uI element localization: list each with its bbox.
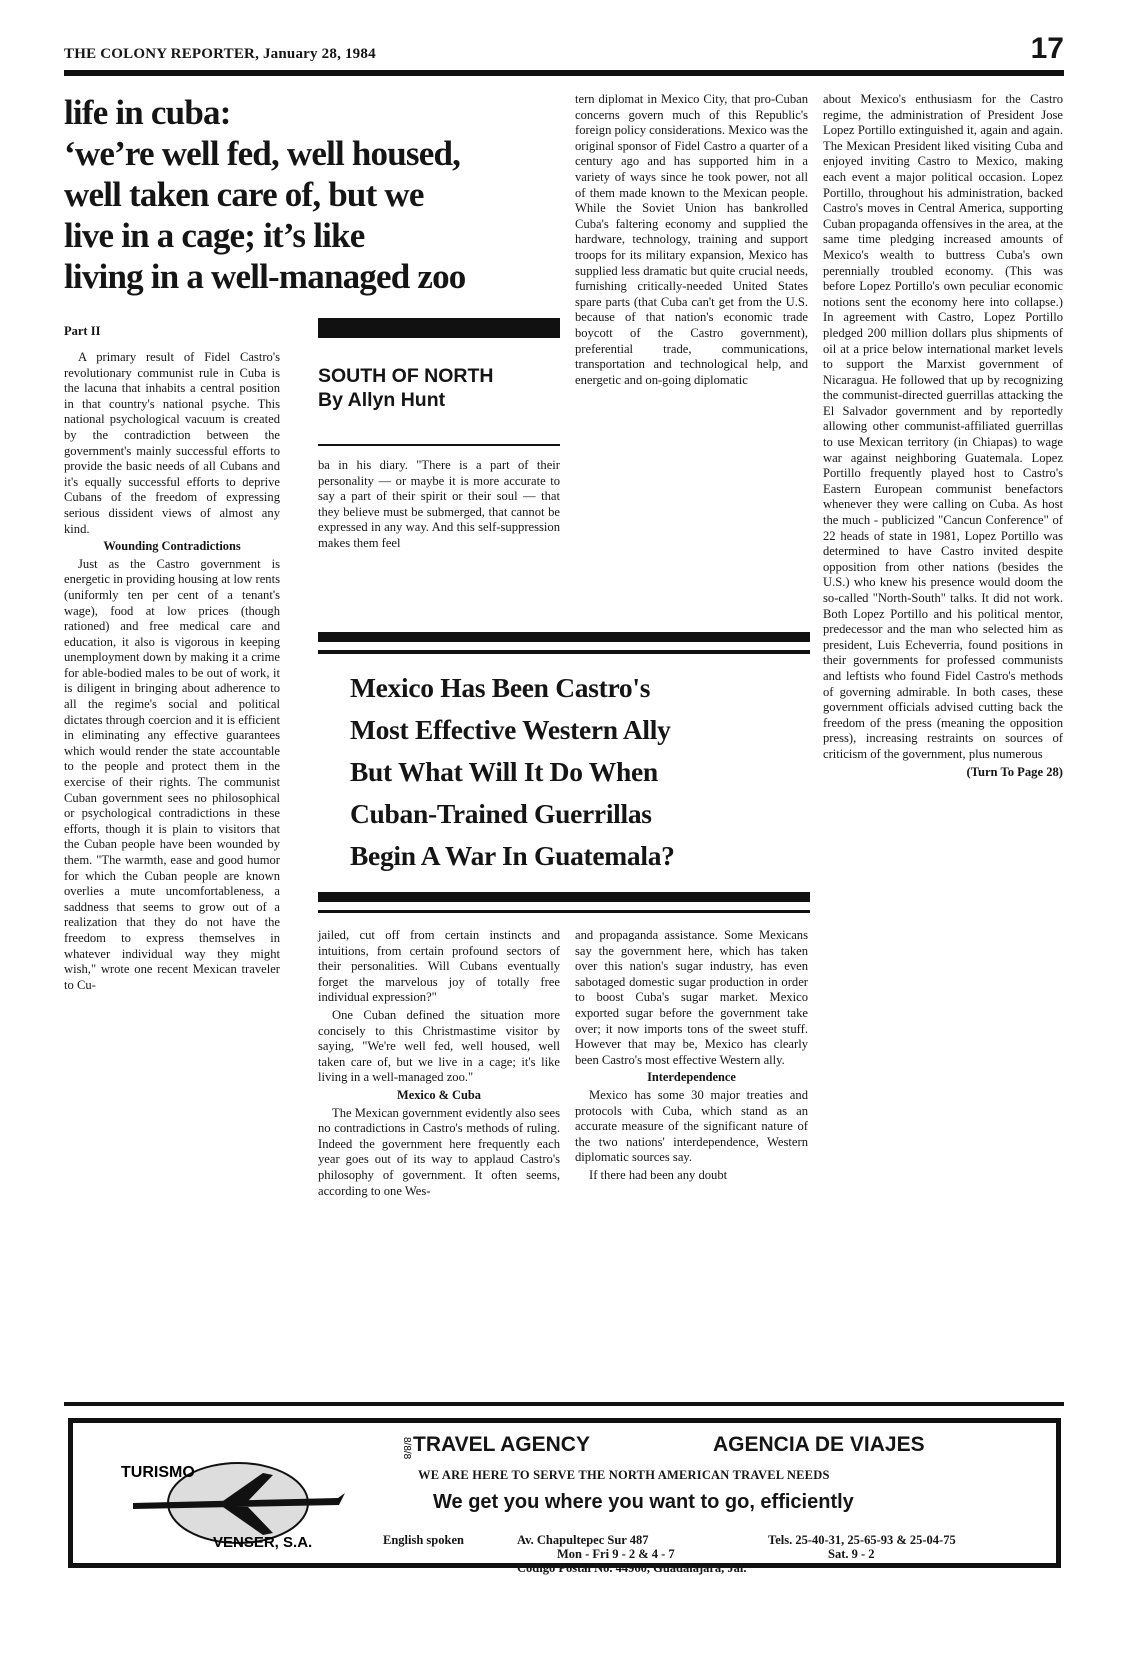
ad-slogan: We get you where you want to go, efficiently [433, 1491, 854, 1513]
main-headline [64, 92, 484, 297]
masthead-rule [64, 70, 1064, 76]
article-paragraph: jailed, cut off from certain instincts and intuitions, from certain profound sectors of their personalities. Will Cubans eventually forget the marvelous joy of totally free individual expression?" [318, 928, 560, 1005]
article-paragraph: and propaganda assistance. Some Mexicans say the government here, which has taken over this nation's sugar industry, has even sabotaged domestic sugar production in order to boost Cuba's sugar market. Mexico exported sugar before the government take over; it now imports tons of the sweet stuff. However that may be, Mexico has clearly been Castro's most effective Western ally. [575, 928, 808, 1067]
big-headline-line: Begin A War In Guatemala? [350, 840, 675, 871]
logo-text-top: TURISMO [121, 1464, 195, 1481]
ad-title-spanish: AGENCIA DE VIAJES [713, 1433, 925, 1456]
column-2-top [318, 458, 560, 618]
ad-postal: Codigo Postal No. 44960, Guadalajara, Jal. [517, 1561, 747, 1575]
article-paragraph: tern diplomat in Mexico City, that pro-Cuban concerns govern much of this Republic's foreign policy considerations. Mexico was the original sponsor of Fidel Castro a quarter of a century ago and has supported him in a variety of ways since he took power, not all of them made known to the Mexican people. While the Soviet Union has bankrolled Cuba's faltering economy and supplied the hardware, technology, training and support troops for its military expansion, Mexico has supplied less dramatic but quite crucial needs, furnishing critically-needed United States spare parts (that Cuba can't get from the U.S. because of that nation's economic trade boycott of the Castro government), preferential trade, communications, transportation and technological help, and energetic and on-going diplomatic [575, 92, 808, 387]
article-paragraph: A primary result of Fidel Castro's revolutionary communist rule in Cuba is the lacuna that inhabits a central position in that country's national psyche. This national psychological vacuum is created by the contradiction between the government's mainly successful efforts to provide the basic needs of all Cubans and it's equally successful efforts to deprive Cubans of the freedom of expressing serious dissident views of almost any kind. [64, 350, 280, 536]
ad-street: Av. Chapultepec Sur 487 [517, 1533, 649, 1547]
headline-line: ‘we’re well fed, well housed, [64, 134, 461, 173]
article-paragraph: ba in his diary. "There is a part of their personality — or maybe it is more accurate to say a part of their spirit or their soul — that they believe must be submerged, that cannot be expressed in any way. And this self-suppression makes them feel [318, 458, 560, 550]
big-headline-top-bar [318, 632, 810, 642]
ad-side-glyphs [395, 1437, 412, 1517]
big-headline-line: Cuban-Trained Guerrillas [350, 798, 652, 829]
article-paragraph: about Mexico's enthusiasm for the Castro regime, the administration of President Jose Lopez Portillo extinguished it, again and again. The Mexican President liked visiting Cuba and enjoyed inviting Castro to Mexico, making each event a major political occasion. Lopez Portillo, throughout his administration, backed Castro's moves in Central America, supporting Cuban propaganda offensives in the area, at the same time pledging increased amounts of Mexico's wealth to buttress Cuba's own perennially troubled economy. (This was before Lopez Portillo's own peculiar economic notions sent the economy here into collapse.) In agreement with Castro, Lopez Portillo pledged 200 million dollars plus shipments of oil at a price below international market levels to support the Marxist government of Nicaragua. He followed that up by recognizing the communist-directed guerrillas attacking the El Salvador government and by reportedly allowing other communist-affiliated guerrillas to use Mexican territory (in Chiapas) to wage war against neighboring Guatemala. Lopez Portillo frequently played host to Castro's Eastern European communist benefactors whenever they were calling on Cuba. As host the much - publicized "Cancun Conference" of 22 heads of state in 1981, Lopez Portillo was determined to have Castro invited despite opposition from other nations (besides the U.S.) who knew his presence would doom the so-called "North-South" talks. It did not work. Both Lopez Portillo and his political mentor, predecessor and the man who selected him as president, Luis Echeverria, found positions in their governments for professed communists and leftists who found Fidel Castro's methods of governing admirable. In both cases, these government officials advised cutting back the freedom of the press (meaning the opposition press), increasing restraints on sources of criticism of the government, plus numerous [823, 92, 1063, 761]
travel-agency-ad [68, 1418, 1061, 1575]
headline-line: life in cuba: [64, 93, 231, 132]
column-head-bar [318, 318, 560, 338]
subhead-wounding: Wounding Contradictions [103, 539, 241, 554]
ad-top-rule [64, 1402, 1064, 1406]
subhead-interdependence: Interdependence [647, 1070, 736, 1085]
article-paragraph: Just as the Castro government is energetic in providing housing at low rents (uniformly ten per cent of a tenant's wage), food at low prices (though rationed) and free medical care and education, it also is vigorous in keeping unemployment down by making it a crime for able-bodied males to be out of work, it is diligent in bringing about adherence to all the regime's social and political dictates through coercion and it is efficient in eliminating any effective guarantees which would render the state accountable to the people and protect them in the exercise of their rights. The communist Cuban government sees no philosophical or psychological contradictions in these efforts, though it is plain to visitors that the Cuban people have been wounded by them. "The warmth, ease and good humor for which the Cuban people are known overlies a mute uncomfortableness, a saddness that seems to grow out of a realization that they do not have the freedom to express themselves in whatever individual way they might wish," wrote one recent Mexican traveler to Cu- [64, 556, 280, 992]
big-headline-bottom-rule [318, 910, 810, 913]
big-headline-bottom-bar [318, 892, 810, 902]
masthead [64, 32, 1064, 70]
headline-line: well taken care of, but we [64, 175, 424, 214]
turismo-venser-logo [113, 1453, 363, 1553]
ad-telephones [768, 1533, 956, 1561]
ad-address [517, 1533, 747, 1575]
column-1 [64, 350, 280, 1390]
column-head [318, 364, 560, 412]
column-byline: By Allyn Hunt [318, 389, 446, 411]
big-headline [350, 667, 790, 877]
headline-line: live in a cage; it’s like [64, 216, 365, 255]
logo-text-bottom: VENSER, S.A. [213, 1534, 313, 1551]
headline-line: living in a well-managed zoo [64, 257, 466, 296]
ad-title-english: TRAVEL AGENCY [413, 1433, 590, 1456]
big-headline-line: But What Will It Do When [350, 756, 658, 787]
ad-serve-line: WE ARE HERE TO SERVE THE NORTH AMERICAN TRAVEL NEEDS [418, 1468, 830, 1482]
ad-side-text [395, 1437, 412, 1517]
article-paragraph: If there had been any doubt [589, 1167, 728, 1182]
ad-english-spoken: English spoken [383, 1533, 464, 1547]
part-label: Part II [64, 324, 101, 338]
column-3-top [575, 92, 808, 622]
continued-jump: (Turn To Page 28) [966, 764, 1063, 779]
article-paragraph: One Cuban defined the situation more concisely to this Christmastime visitor by saying, "We're well fed, well housed, well taken care of, but we live in a cage; it's like living in a well-managed zoo." [318, 1007, 560, 1085]
big-headline-line: Mexico Has Been Castro's [350, 672, 651, 703]
ad-side-label: 8/8/8 [401, 1437, 412, 1460]
column-3-bottom [575, 928, 808, 1398]
column-title: SOUTH OF NORTH [318, 365, 494, 387]
ad-hours: Mon - Fri 9 - 2 & 4 - 7 [557, 1547, 675, 1561]
column-4 [823, 92, 1063, 1392]
big-headline-line: Most Effective Western Ally [350, 714, 671, 745]
ad-saturday: Sat. 9 - 2 [828, 1547, 875, 1561]
article-paragraph: Mexico has some 30 major treaties and protocols with Cuba, which stand as an accurate measure of the significant nature of the two nations' interdependence, Western diplomatic sources say. [575, 1087, 808, 1165]
big-headline-top-rule [318, 650, 810, 654]
masthead-publication: THE COLONY REPORTER, January 28, 1984 [64, 46, 376, 62]
ad-tels: Tels. 25-40-31, 25-65-93 & 25-04-75 [768, 1533, 956, 1547]
subhead-mexico-cuba: Mexico & Cuba [397, 1087, 481, 1102]
column-head-rule [318, 444, 560, 446]
article-paragraph: The Mexican government evidently also sees no contradictions in Castro's methods of ruling. Indeed the government here frequently each year goes out of its way to applaud Castro's philosophy of government. It often seems, according to one Wes- [318, 1105, 560, 1198]
page-number: 17 [1030, 32, 1064, 65]
column-2-bottom [318, 928, 560, 1398]
